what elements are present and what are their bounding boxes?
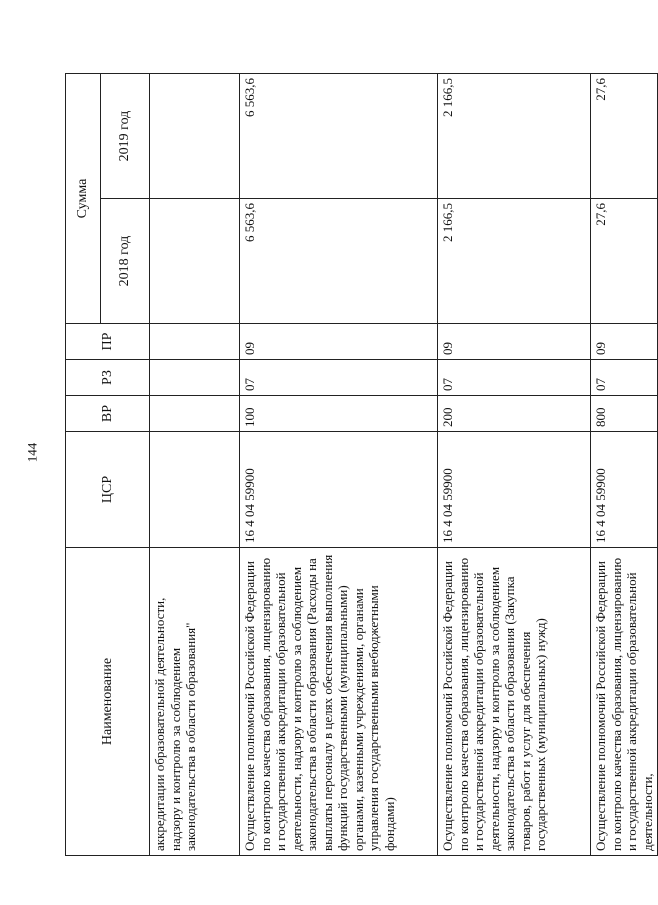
row-csr: 16 4 04 59900 (591, 432, 658, 548)
row-sum-2019: 6 563,6 (240, 74, 438, 199)
row-csr: 16 4 04 59900 (240, 432, 438, 548)
budget-table (65, 73, 658, 856)
row-sum-2018: 6 563,6 (240, 199, 438, 324)
row-sum-2018 (150, 199, 240, 324)
header-pr: ПР (66, 324, 150, 360)
row-sum-2019: 2 166,5 (438, 74, 591, 199)
header-name: Наименование (66, 548, 150, 856)
row-name: Осуществление полномочий Российской Федерации по контролю качества образования, лицензированию и государственной аккредитации образовательной деятельности, (591, 548, 658, 856)
row-rz: 07 (240, 360, 438, 396)
row-pr (150, 324, 240, 360)
row-sum-2019: 27,6 (591, 74, 658, 199)
row-pr: 09 (438, 324, 591, 360)
table-row (240, 74, 438, 856)
row-vr: 200 (438, 396, 591, 432)
table-row (150, 74, 240, 856)
header-vr: ВР (66, 396, 150, 432)
header-sum: Сумма (66, 74, 101, 324)
row-rz: 07 (438, 360, 591, 396)
header-2019: 2019 год (101, 74, 150, 199)
row-vr: 800 (591, 396, 658, 432)
header-csr: ЦСР (66, 432, 150, 548)
row-csr: 16 4 04 59900 (438, 432, 591, 548)
table-row (591, 74, 658, 856)
table-header (66, 74, 150, 856)
row-name: Осуществление полномочий Российской Федерации по контролю качества образования, лицензированию и государственной аккредитации образовательной деятельности, надзору и контролю за соблюдением законодательства в области образования (Закупка товаров, работ и услуг для обеспечения государственных (муниципальных) нужд) (438, 548, 591, 856)
rotated-page (65, 74, 655, 856)
row-vr (150, 396, 240, 432)
row-rz (150, 360, 240, 396)
row-sum-2018: 27,6 (591, 199, 658, 324)
row-pr: 09 (240, 324, 438, 360)
header-rz: РЗ (66, 360, 150, 396)
row-csr (150, 432, 240, 548)
row-pr: 09 (591, 324, 658, 360)
row-sum-2018: 2 166,5 (438, 199, 591, 324)
row-name: Осуществление полномочий Российской Федерации по контролю качества образования, лицензированию и государственной аккредитации образовательной деятельности, надзору и контролю за соблюдением законодательства в области образования (Расходы на выплаты персоналу в целях обеспечения выполнения функций государственными (муниципальными) органами, казенными учреждениями, органами управления государственными внебюджетными фондами) (240, 548, 438, 856)
row-vr: 100 (240, 396, 438, 432)
page-number: 144 (24, 442, 40, 463)
table-row (438, 74, 591, 856)
rotated-content (65, 74, 655, 856)
row-rz: 07 (591, 360, 658, 396)
row-sum-2019 (150, 74, 240, 199)
row-name: аккредитации образовательной деятельности, надзору и контролю за соблюдением законодательства в области образования" (150, 548, 240, 856)
header-2018: 2018 год (101, 199, 150, 324)
